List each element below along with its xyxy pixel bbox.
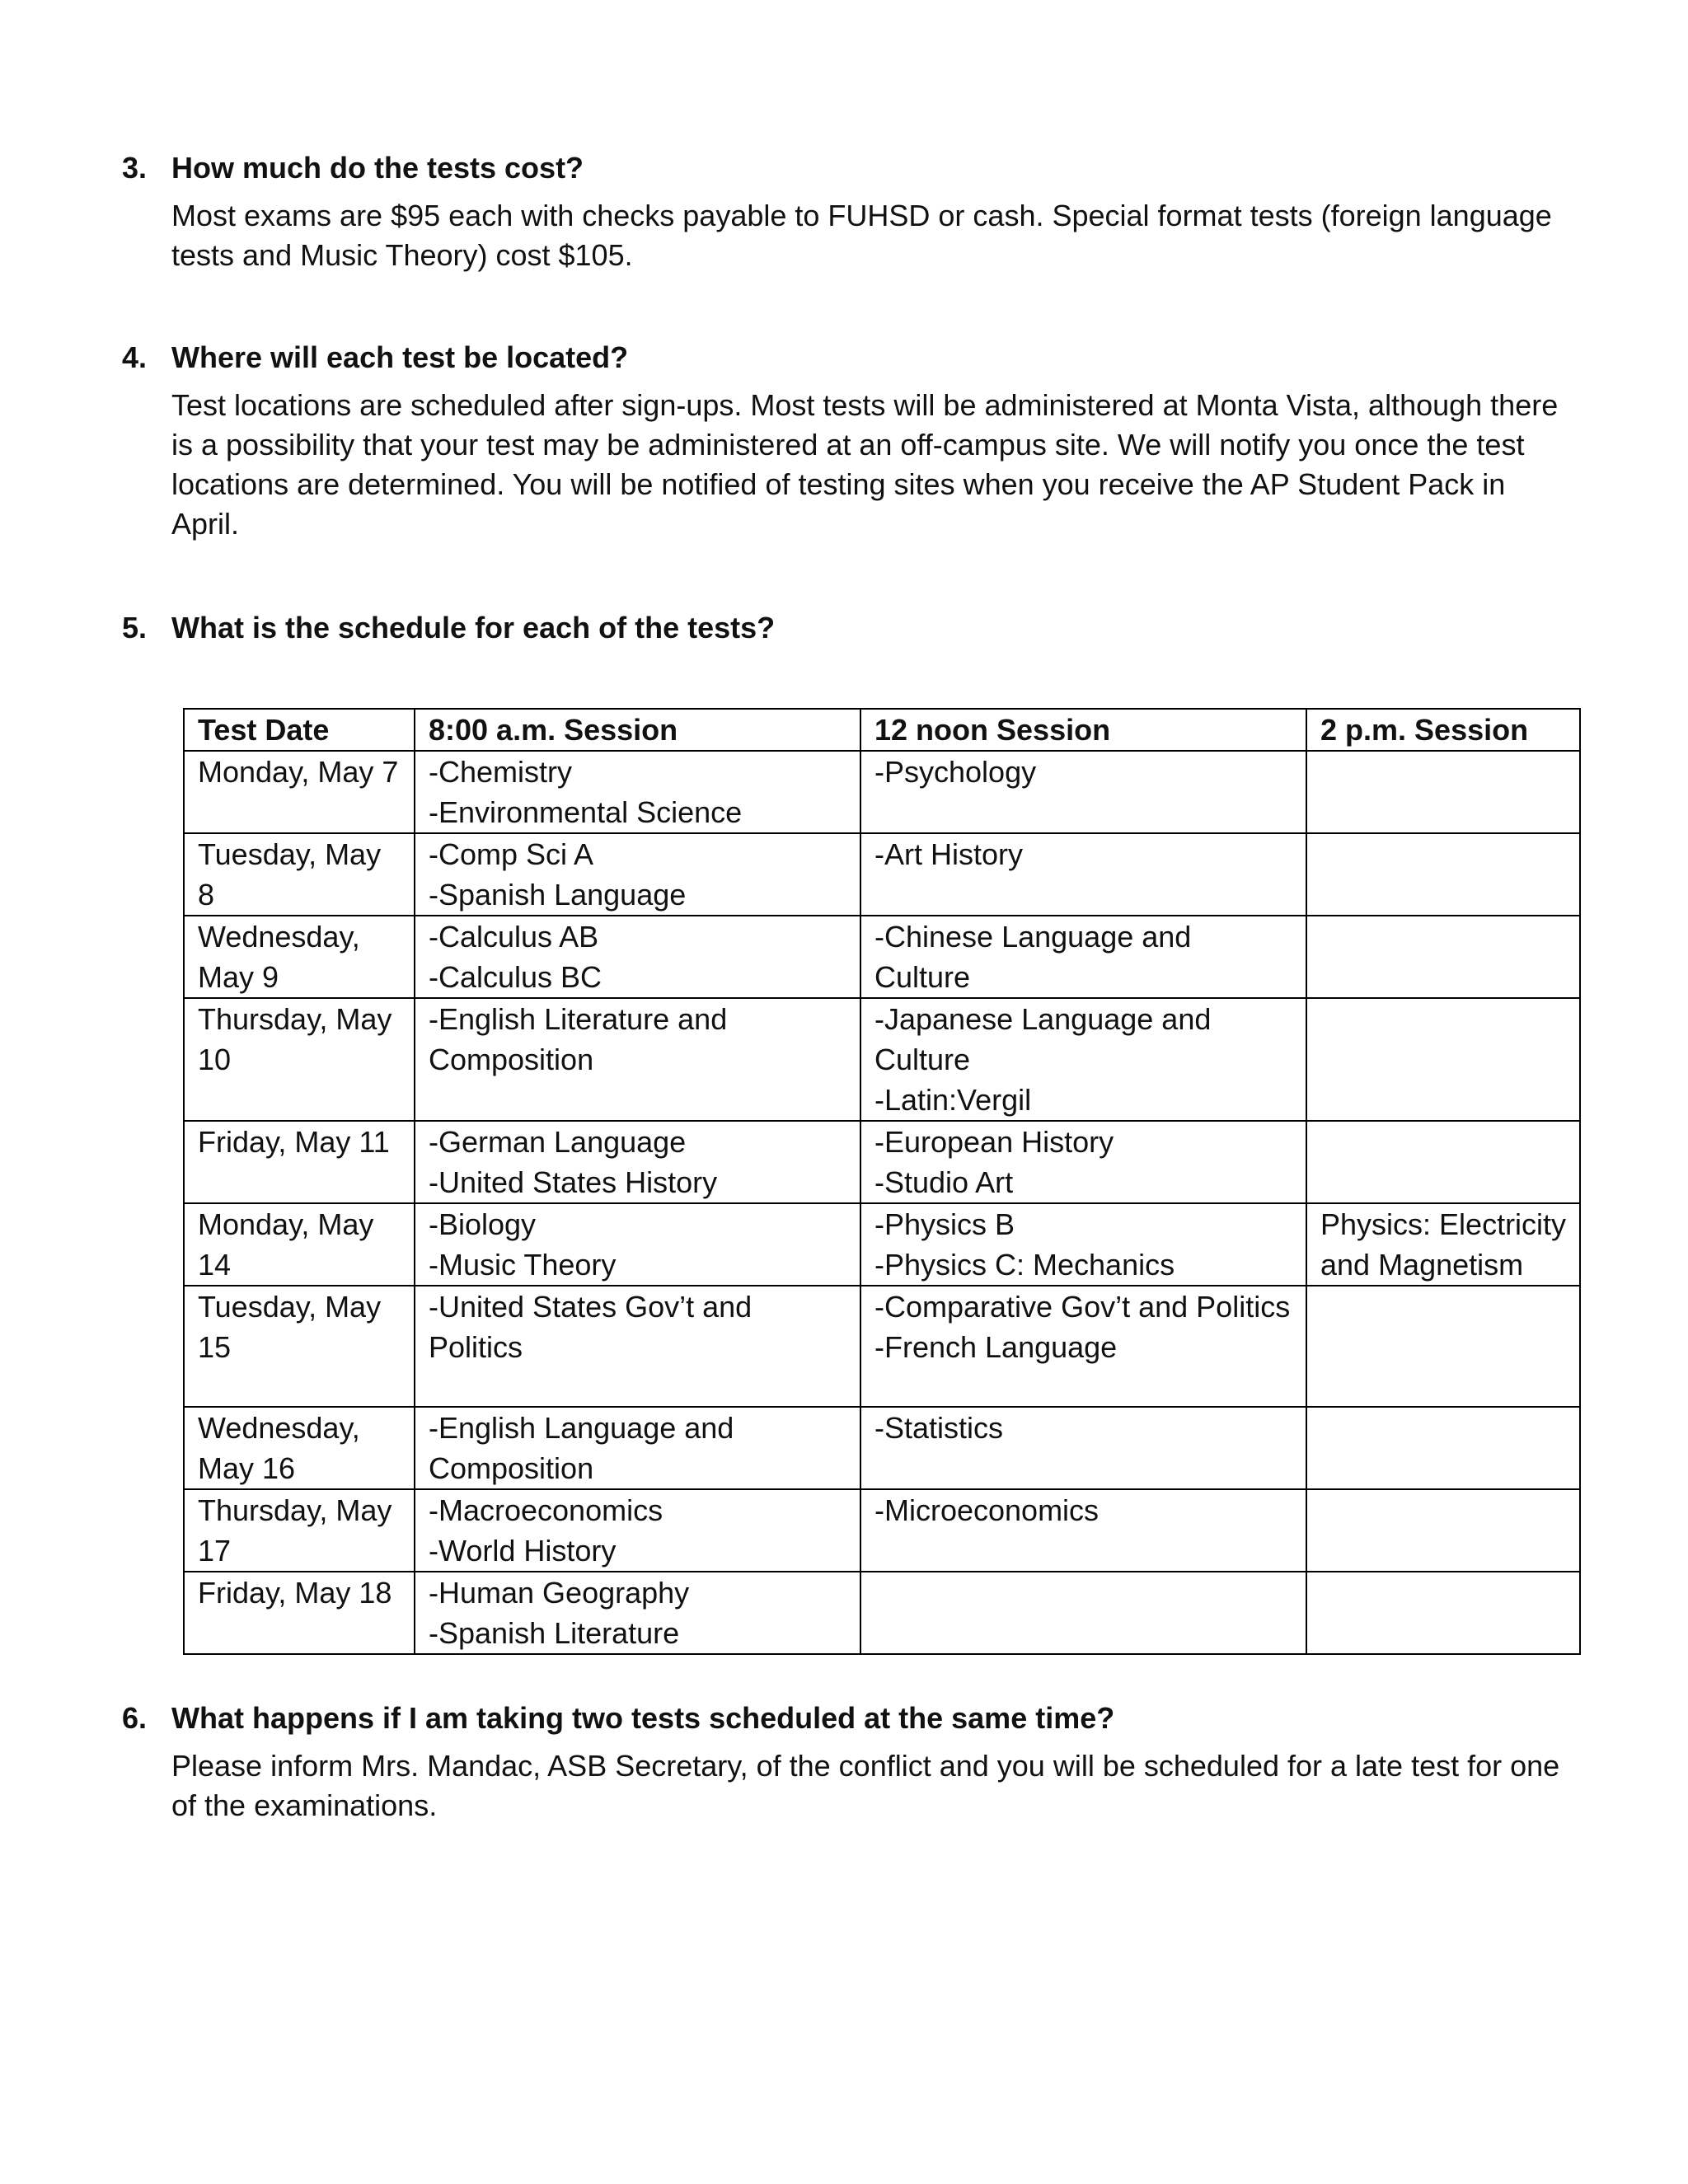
header-test-date: Test Date — [184, 709, 415, 751]
cell-noon-session — [860, 1572, 1306, 1654]
exam-entry: -Chinese Language and Culture — [874, 920, 1192, 994]
cell-pm-session — [1306, 916, 1580, 998]
cell-noon-session — [860, 1489, 1306, 1572]
exam-entry: -Spanish Literature — [429, 1616, 680, 1650]
cell-noon-session — [860, 751, 1306, 833]
exam-entry: -Microeconomics — [874, 1493, 1100, 1527]
exam-entry: -Studio Art — [874, 1165, 1014, 1199]
exam-entry: Physics: Electricity and Magnetism — [1320, 1207, 1567, 1282]
question-3-answer: Most exams are $95 each with checks payable to FUHSD or cash. Special format tests (foreign language tests and Music Theory) cost $105. — [171, 199, 1552, 272]
cell-pm-session — [1306, 1489, 1580, 1572]
table-row — [184, 1489, 1580, 1572]
exam-entry: -Biology — [429, 1207, 537, 1241]
cell-test-date: Monday, May 7 — [184, 751, 415, 833]
cell-test-date: Friday, May 11 — [184, 1121, 415, 1203]
cell-test-date: Friday, May 18 — [184, 1572, 415, 1654]
exam-entry: -English Literature and Composition — [429, 1002, 728, 1076]
question-5-heading — [122, 610, 1573, 646]
table-row — [184, 1572, 1580, 1654]
question-5 — [122, 610, 1573, 646]
table-body — [184, 751, 1580, 1654]
cell-noon-session — [860, 998, 1306, 1121]
question-3-heading — [122, 150, 1573, 186]
cell-pm-session — [1306, 1203, 1580, 1286]
header-2pm-session: 2 p.m. Session — [1306, 709, 1580, 751]
exam-entry: -Statistics — [874, 1411, 1004, 1445]
cell-pm-session — [1306, 751, 1580, 833]
cell-test-date: Tuesday, May 8 — [184, 833, 415, 916]
exam-entry: -English Language and Composition — [429, 1411, 734, 1485]
exam-entry: -Latin:Vergil — [874, 1083, 1032, 1117]
exam-entry: -French Language — [874, 1330, 1118, 1364]
cell-am-session — [415, 1407, 860, 1489]
cell-test-date: Thursday, May 10 — [184, 998, 415, 1121]
cell-test-date: Wednesday, May 9 — [184, 916, 415, 998]
exam-entry: -Calculus AB — [429, 920, 599, 954]
cell-am-session — [415, 1286, 860, 1407]
cell-noon-session — [860, 1286, 1306, 1407]
exam-entry: -Calculus BC — [429, 960, 603, 994]
cell-am-session — [415, 751, 860, 833]
exam-entry: -World History — [429, 1534, 617, 1568]
question-3-title: How much do the tests cost? — [171, 151, 584, 185]
cell-test-date: Thursday, May 17 — [184, 1489, 415, 1572]
exam-entry: -Music Theory — [429, 1248, 617, 1282]
table-row — [184, 1203, 1580, 1286]
question-6-number: 6. — [122, 1701, 148, 1735]
table-row — [184, 1407, 1580, 1489]
table-row — [184, 833, 1580, 916]
question-4-answer: Test locations are scheduled after sign-ups. Most tests will be administered at Monta Vista, although there is a possibility that your test may be administered at an off-campus site. We will notify you once the test locations are determined. You will be notified of testing sites when you receive the AP Student Pack in April. — [171, 388, 1559, 541]
exam-entry: -Spanish Language — [429, 878, 687, 912]
cell-pm-session — [1306, 1407, 1580, 1489]
cell-pm-session — [1306, 1286, 1580, 1407]
question-5-title: What is the schedule for each of the tests? — [171, 611, 776, 644]
exam-entry: -Psychology — [874, 755, 1037, 789]
question-3-number: 3. — [122, 151, 148, 185]
cell-noon-session — [860, 1121, 1306, 1203]
cell-am-session — [415, 998, 860, 1121]
cell-noon-session — [860, 1203, 1306, 1286]
question-6 — [122, 1700, 1573, 1825]
cell-noon-session — [860, 916, 1306, 998]
cell-pm-session — [1306, 1572, 1580, 1654]
exam-entry: -Environmental Science — [429, 795, 743, 829]
question-4-title: Where will each test be located? — [171, 340, 629, 374]
cell-test-date: Wednesday, May 16 — [184, 1407, 415, 1489]
cell-pm-session — [1306, 833, 1580, 916]
exam-entry: -Comparative Gov’t and Politics — [874, 1290, 1291, 1324]
cell-am-session — [415, 916, 860, 998]
cell-test-date: Tuesday, May 15 — [184, 1286, 415, 1407]
exam-entry: -Art History — [874, 837, 1023, 871]
exam-entry: -Macroeconomics — [429, 1493, 663, 1527]
header-8am-session: 8:00 a.m. Session — [415, 709, 860, 751]
cell-am-session — [415, 1203, 860, 1286]
table-row — [184, 998, 1580, 1121]
exam-entry: -Physics B — [874, 1207, 1015, 1241]
cell-noon-session — [860, 1407, 1306, 1489]
cell-am-session — [415, 1489, 860, 1572]
cell-am-session — [415, 833, 860, 916]
question-4-heading — [122, 340, 1573, 376]
test-schedule-table — [183, 708, 1581, 1655]
header-noon-session: 12 noon Session — [860, 709, 1306, 751]
exam-entry: -Physics C: Mechanics — [874, 1248, 1175, 1282]
question-4-number: 4. — [122, 340, 148, 374]
cell-am-session — [415, 1121, 860, 1203]
cell-am-session — [415, 1572, 860, 1654]
cell-pm-session — [1306, 998, 1580, 1121]
question-4 — [122, 340, 1573, 544]
question-5-number: 5. — [122, 611, 148, 644]
exam-entry: -Japanese Language and Culture — [874, 1002, 1212, 1076]
table-row — [184, 1286, 1580, 1407]
exam-entry: -European History — [874, 1125, 1114, 1159]
exam-entry: -German Language — [429, 1125, 687, 1159]
cell-pm-session — [1306, 1121, 1580, 1203]
exam-entry: -Comp Sci A — [429, 837, 594, 871]
table-row — [184, 751, 1580, 833]
exam-entry: -Chemistry — [429, 755, 573, 789]
question-6-title: What happens if I am taking two tests scheduled at the same time? — [171, 1701, 1115, 1735]
cell-test-date: Monday, May 14 — [184, 1203, 415, 1286]
question-6-answer: Please inform Mrs. Mandac, ASB Secretary, of the conflict and you will be scheduled for a late test for one of the examinations. — [171, 1749, 1560, 1822]
question-3 — [122, 150, 1573, 275]
question-6-heading — [122, 1700, 1573, 1736]
table-row — [184, 916, 1580, 998]
exam-entry: -United States History — [429, 1165, 718, 1199]
table-header-row — [184, 709, 1580, 751]
exam-entry: -United States Gov’t and Politics — [429, 1290, 753, 1364]
table-row — [184, 1121, 1580, 1203]
cell-noon-session — [860, 833, 1306, 916]
exam-entry: -Human Geography — [429, 1576, 690, 1610]
